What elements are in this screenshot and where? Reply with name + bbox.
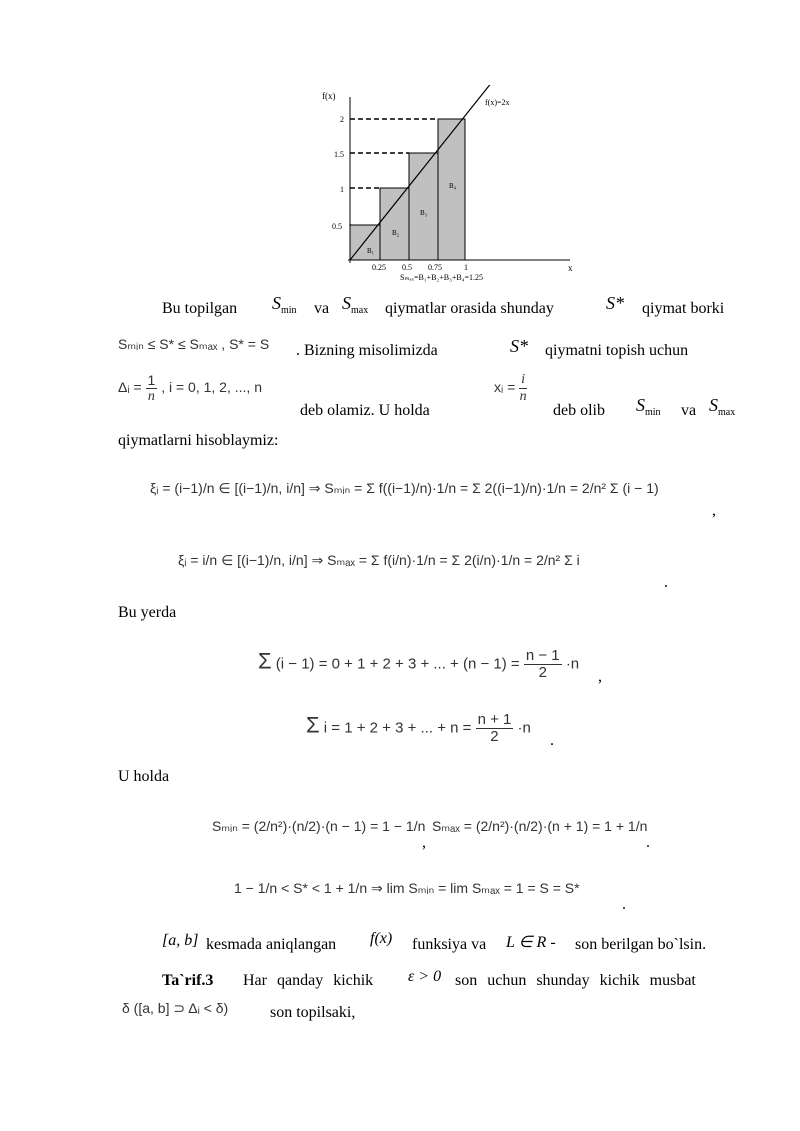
delta-condition: δ ([a, b] ⊃ Δᵢ < δ) (122, 1000, 229, 1016)
y-axis-label: f(x) (322, 91, 336, 101)
p3-text-c: va (681, 402, 697, 419)
s-min-2: $S_{min}$ (636, 395, 661, 418)
y-tick-1: 1 (340, 185, 344, 194)
smax-sum-formula: ξᵢ = i/n ∈ [(i−1)/n, i/n] ⇒ Sₘₐₓ = Σ f(i/n)·1/n = Σ 2(i/n)·1/n = 2/n² Σ i (178, 552, 580, 568)
bar-label-b3: B₃ (420, 209, 428, 217)
l-in-r: L ∈ R - (506, 934, 556, 951)
bar-label-b4: B₄ (449, 182, 457, 190)
s-star-2: S* (510, 336, 528, 356)
u-holda-text: U holda (118, 768, 170, 785)
delta-formula: Δᵢ = $\frac{1}{n}$ , i = 0, 1, 2, ..., n (118, 372, 262, 404)
sum-label: Sₘₐₓ=B₁+B₂+B₃+B₄=1.25 (400, 273, 483, 282)
s-max-1: $S_{max}$ (342, 293, 369, 316)
x-tick-0-5: 0.5 (402, 263, 412, 272)
fx-symbol: f(x) (370, 930, 393, 947)
dot-2: . (550, 732, 554, 749)
p3-text-b: deb olib (553, 402, 605, 419)
s-min-1: $S_{min}$ (272, 293, 297, 316)
xi-formula: xᵢ = $\frac{i}{n}$ (494, 372, 527, 404)
limit-formula: 1 − 1/n < S* < 1 + 1/n ⇒ lim Sₘᵢₙ = lim Sₘₐₓ = 1 = S = S* (234, 880, 580, 896)
smin-result: Sₘᵢₙ = (2/n²)·(n/2)·(n − 1) = 1 − 1/n (212, 818, 426, 834)
s-max-2: $S_{max}$ (709, 395, 736, 418)
y-tick-2: 2 (340, 115, 344, 124)
riemann-sum-figure (320, 85, 580, 285)
p2-text-b: qiymatni topish uchun (545, 342, 689, 359)
x-axis-label: x (568, 263, 573, 273)
p1-text-d: qiymat borki (642, 300, 725, 317)
bu-yerda-text: Bu yerda (118, 604, 177, 621)
bar-b3 (409, 153, 438, 260)
comma-1: , (712, 502, 716, 519)
p3-text-a: deb olamiz. U holda (300, 402, 430, 419)
comma-3: , (422, 834, 426, 851)
p1-text-b: va (314, 300, 330, 317)
y-tick-1-5: 1.5 (334, 150, 344, 159)
p7-text: son topilsaki, (270, 1004, 356, 1021)
bar-label-b2: B₂ (392, 229, 400, 237)
p1-text-c: qiymatlar orasida shunday (385, 300, 554, 317)
p6-text-a: Har qanday kichik (243, 972, 374, 989)
sum-identity-1: Σ (i − 1) = 0 + 1 + 2 + 3 + ... + (n − 1) = $\frac{n - 1}{2}$ ·n (258, 647, 580, 681)
p5-text-b: funksiya va (412, 936, 487, 953)
p5-text-c: son berilgan bo`lsin. (575, 936, 707, 953)
x-tick-0-75: 0.75 (428, 263, 442, 272)
p1-text-a: Bu topilgan (162, 300, 238, 317)
p6-text-b: son uchun shunday kichik musbat (455, 972, 696, 989)
smax-result: Sₘₐₓ = (2/n²)·(n/2)·(n + 1) = 1 + 1/n (432, 818, 648, 834)
sum-identity-2: Σ i = 1 + 2 + 3 + ... + n = $\frac{n + 1}{2}$ ·n (306, 711, 531, 745)
inequality-formula: Sₘᵢₙ ≤ S* ≤ Sₘₐₓ , S* = S (118, 336, 270, 352)
s-star-1: S* (606, 293, 624, 313)
dot-3: . (646, 834, 650, 851)
epsilon-condition: ε > 0 (408, 968, 442, 985)
p5-text-a: kesmada aniqlangan (206, 936, 337, 953)
interval-ab: [a, b] (162, 932, 199, 949)
y-tick-0-5: 0.5 (332, 222, 342, 231)
line-label: f(x)=2x (485, 98, 510, 107)
dot-1: . (664, 574, 668, 591)
bar-label-b1: B₁ (367, 247, 375, 255)
comma-2: , (598, 668, 602, 685)
p1-line1 (162, 300, 237, 318)
dot-4: . (622, 896, 626, 913)
p4-text: qiymatlarni hisoblaymiz: (118, 432, 279, 449)
x-tick-1: 1 (464, 263, 468, 272)
smin-sum-formula: ξᵢ = (i−1)/n ∈ [(i−1)/n, i/n] ⇒ Sₘᵢₙ = Σ f((i−1)/n)·1/n = Σ 2((i−1)/n)·1/n = 2/n² Σ (i − 1) (150, 480, 659, 496)
x-tick-0-25: 0.25 (372, 263, 386, 272)
bar-b2 (380, 188, 409, 260)
p2-text-a: . Bizning misolimizda (296, 342, 438, 359)
tarif-label: Ta`rif.3 (162, 972, 214, 989)
